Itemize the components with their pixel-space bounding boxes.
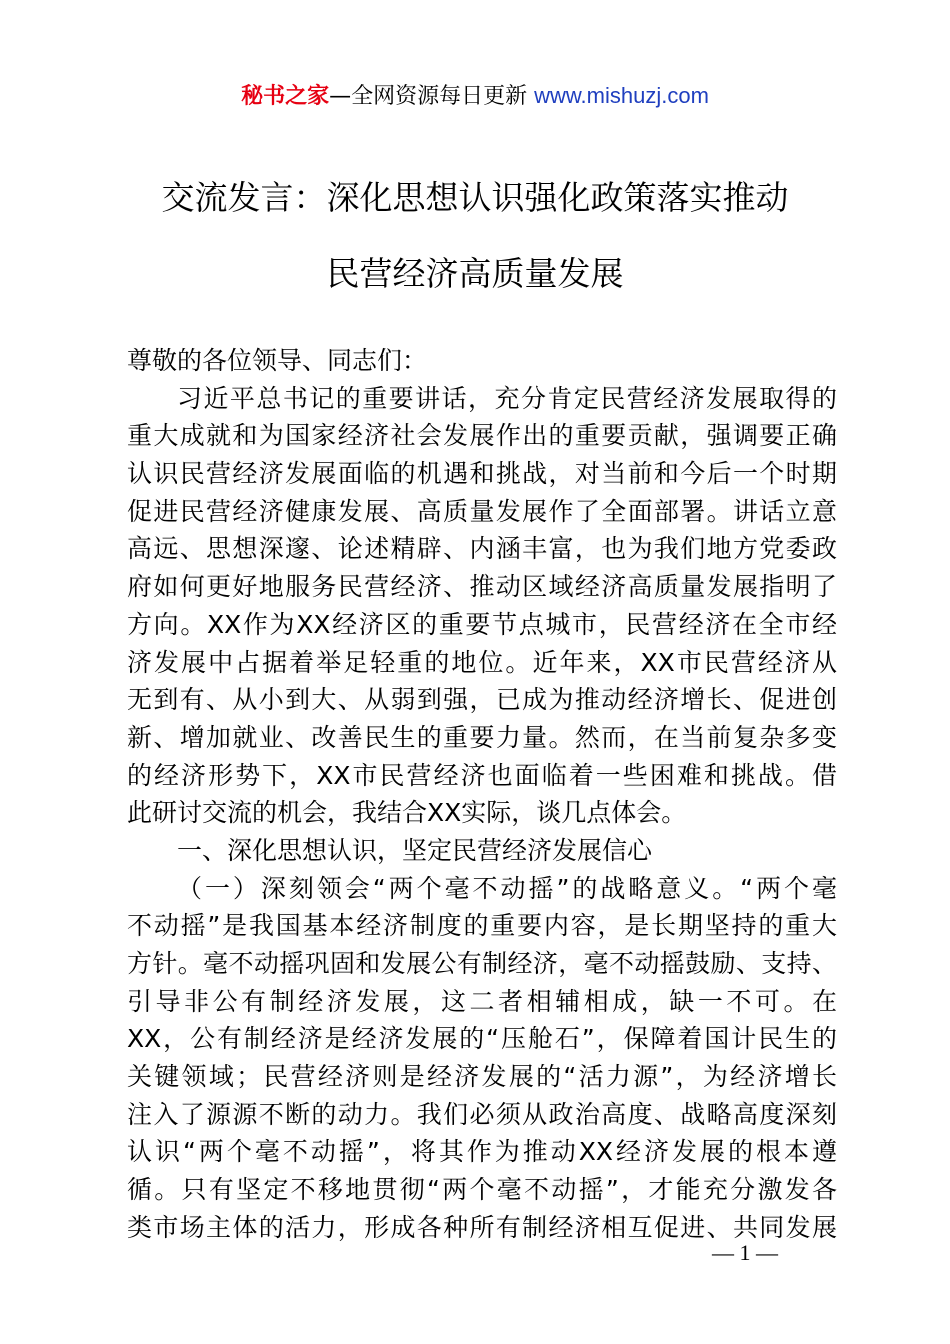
- paragraph-line: 方向。XX作为XX经济区的重要节点城市，民营经济在全市经: [127, 609, 837, 639]
- paragraph-line: 认识民营经济发展面临的机遇和挑战，对当前和今后一个时期: [127, 459, 837, 489]
- subsection-heading-line: （一）深刻领会“两个毫不动摇”的战略意义。“两个毫: [177, 873, 837, 903]
- site-tagline: —全网资源每日更新: [329, 84, 528, 109]
- paragraph-line: 类市场主体的活力，形成各种所有制经济相互促进、共同发展: [127, 1212, 837, 1242]
- paragraph-line: XX，公有制经济是经济发展的“压舱石”，保障着国计民生的: [127, 1024, 837, 1054]
- paragraph-line: 不动摇”是我国基本经济制度的重要内容，是长期坚持的重大: [127, 911, 837, 941]
- title-line-2: 民营经济高质量发展: [326, 254, 624, 293]
- paragraph-line: 济发展中占据着举足轻重的地位。近年来，XX市民营经济从: [127, 647, 837, 677]
- document-body: [127, 342, 837, 1247]
- site-header: [0, 80, 950, 113]
- paragraph-line: 循。只有坚定不移地贯彻“两个毫不动摇”，才能充分激发各: [127, 1175, 837, 1205]
- title-line-1: 交流发言：深化思想认识强化政策落实推动: [161, 178, 789, 217]
- paragraph-line: 的经济形势下，XX市民营经济也面临着一些困难和挑战。借: [127, 760, 837, 790]
- salutation: 尊敬的各位领导、同志们：: [127, 346, 428, 375]
- paragraph-line: 新、增加就业、改善民生的重要力量。然而，在当前复杂多变: [127, 722, 837, 752]
- document-title: [60, 160, 890, 312]
- paragraph-line: 认识“两个毫不动摇”，将其作为推动XX经济发展的根本遵: [127, 1137, 837, 1167]
- paragraph-line: 引导非公有制经济发展，这二者相辅相成，缺一不可。在: [127, 986, 837, 1016]
- paragraph-line: 高远、思想深邃、论述精辟、内涵丰富，也为我们地方党委政: [127, 534, 837, 564]
- paragraph-line: 关键领域；民营经济则是经济发展的“活力源”，为经济增长: [127, 1062, 837, 1092]
- paragraph-line: 重大成就和为国家经济社会发展作出的重要贡献，强调要正确: [127, 421, 837, 451]
- paragraph-line: 习近平总书记的重要讲话，充分肯定民营经济发展取得的: [177, 383, 837, 413]
- site-url-link[interactable]: www.mishuzj.com: [534, 83, 709, 108]
- paragraph-line: 府如何更好地服务民营经济、推动区域经济高质量发展指明了: [127, 572, 837, 602]
- page-number: — 1 —: [712, 1240, 778, 1265]
- paragraph-line: 方针。毫不动摇巩固和发展公有制经济，毫不动摇鼓励、支持、: [127, 949, 837, 978]
- section-heading: 一、深化思想认识，坚定民营经济发展信心: [177, 835, 653, 865]
- paragraph-line: 注入了源源不断的动力。我们必须从政治高度、战略高度深刻: [127, 1099, 837, 1129]
- paragraph-line: 促进民营经济健康发展、高质量发展作了全面部署。讲话立意: [127, 496, 837, 526]
- paragraph-line: 无到有、从小到大、从弱到强，已成为推动经济增长、促进创: [127, 685, 837, 715]
- site-brand: 秘书之家: [241, 84, 330, 109]
- paragraph-line: 此研讨交流的机会，我结合XX实际，谈几点体会。: [127, 798, 687, 828]
